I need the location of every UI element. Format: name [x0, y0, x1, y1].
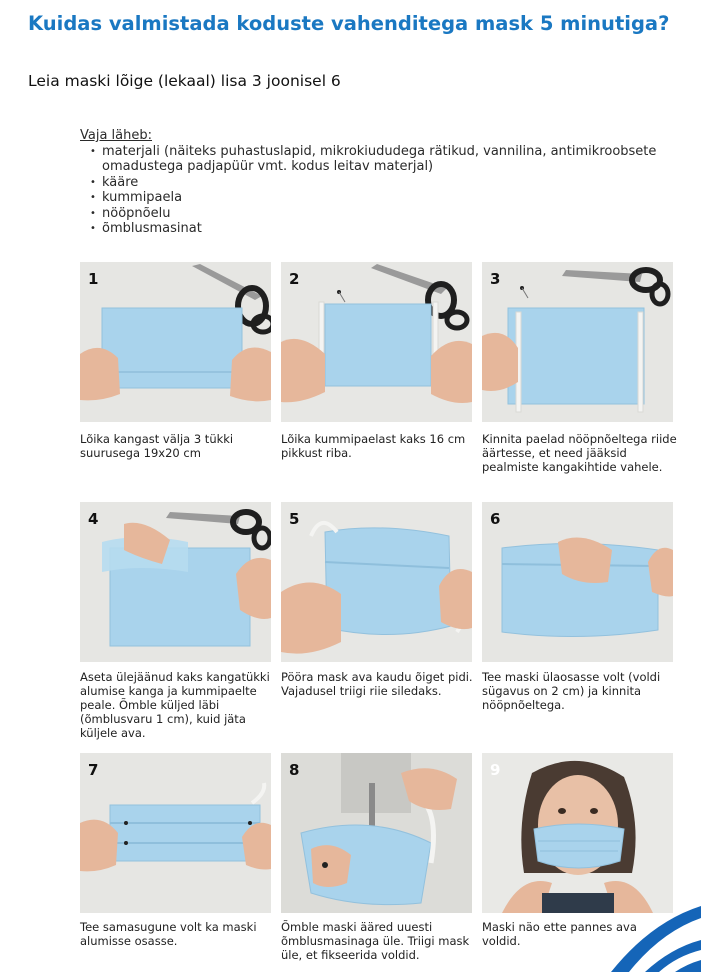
step-number: 5	[289, 510, 300, 528]
materials-item: • õmblusmasinat	[80, 221, 680, 237]
materials-items	[80, 144, 680, 237]
corner-decoration	[571, 892, 701, 972]
step-6-photo	[482, 502, 673, 662]
page-subtitle: Leia maski lõige (lekaal) lisa 3 joonisel 6	[28, 72, 341, 90]
step-5-photo	[281, 502, 472, 662]
step-3-photo	[482, 262, 673, 422]
step-2-caption: Lõika kummipaelast kaks 16 cm pikkust riba.	[281, 432, 466, 460]
materials-heading: Vaja läheb:	[80, 128, 153, 143]
materials-item: • materjali (näiteks puhastuslapid, mikrokiududega rätikud, vannilina, antimikroobsete omadustega padjapüür vmt. kodus leitav materjal)	[80, 144, 680, 175]
step-3-caption: Kinnita paelad nööpnõeltega riide äärtesse, et need jääksid pealmiste kangakihtide vahele.	[482, 432, 677, 474]
page-title: Kuidas valmistada koduste vahenditega mask 5 minutiga?	[28, 12, 670, 35]
step-9-caption: Maski näo ette pannes ava voldid.	[482, 920, 637, 948]
step-7-caption: Tee samasugune volt ka maski alumisse osasse.	[80, 920, 257, 948]
step-number: 8	[289, 761, 300, 779]
materials-item: • kääre	[80, 175, 680, 191]
step-number: 9	[490, 761, 501, 779]
step-number: 2	[289, 270, 300, 288]
materials-item: • nööpnõelu	[80, 206, 680, 222]
step-number: 6	[490, 510, 501, 528]
step-number: 3	[490, 270, 501, 288]
step-6-caption: Tee maski ülaosasse volt (voldi sügavus on 2 cm) ja kinnita nööpnõeltega.	[482, 670, 661, 712]
step-4-caption: Aseta ülejäänud kaks kangatükki alumise kanga ja kummipaelte peale. Õmble küljed läbi (õmblusvaru 1 cm), kuid jäta küljele ava.	[80, 670, 270, 740]
step-number: 7	[88, 761, 99, 779]
materials-item: • kummipaela	[80, 190, 680, 206]
step-8-caption: Õmble maski ääred uuesti õmblusmasinaga üle. Triigi mask üle, et fikseerida voldid.	[281, 920, 470, 962]
step-7-photo	[80, 753, 271, 913]
step-number: 1	[88, 270, 99, 288]
step-4-photo	[80, 502, 271, 662]
step-1-caption: Lõika kangast välja 3 tükki suurusega 19x20 cm	[80, 432, 234, 460]
materials-list	[80, 128, 680, 237]
step-9-photo	[482, 753, 673, 913]
step-1-photo	[80, 262, 271, 422]
step-number: 4	[88, 510, 99, 528]
step-2-photo	[281, 262, 472, 422]
step-8-photo	[281, 753, 472, 913]
step-5-caption: Pööra mask ava kaudu õiget pidi. Vajadusel triigi riie siledaks.	[281, 670, 473, 698]
